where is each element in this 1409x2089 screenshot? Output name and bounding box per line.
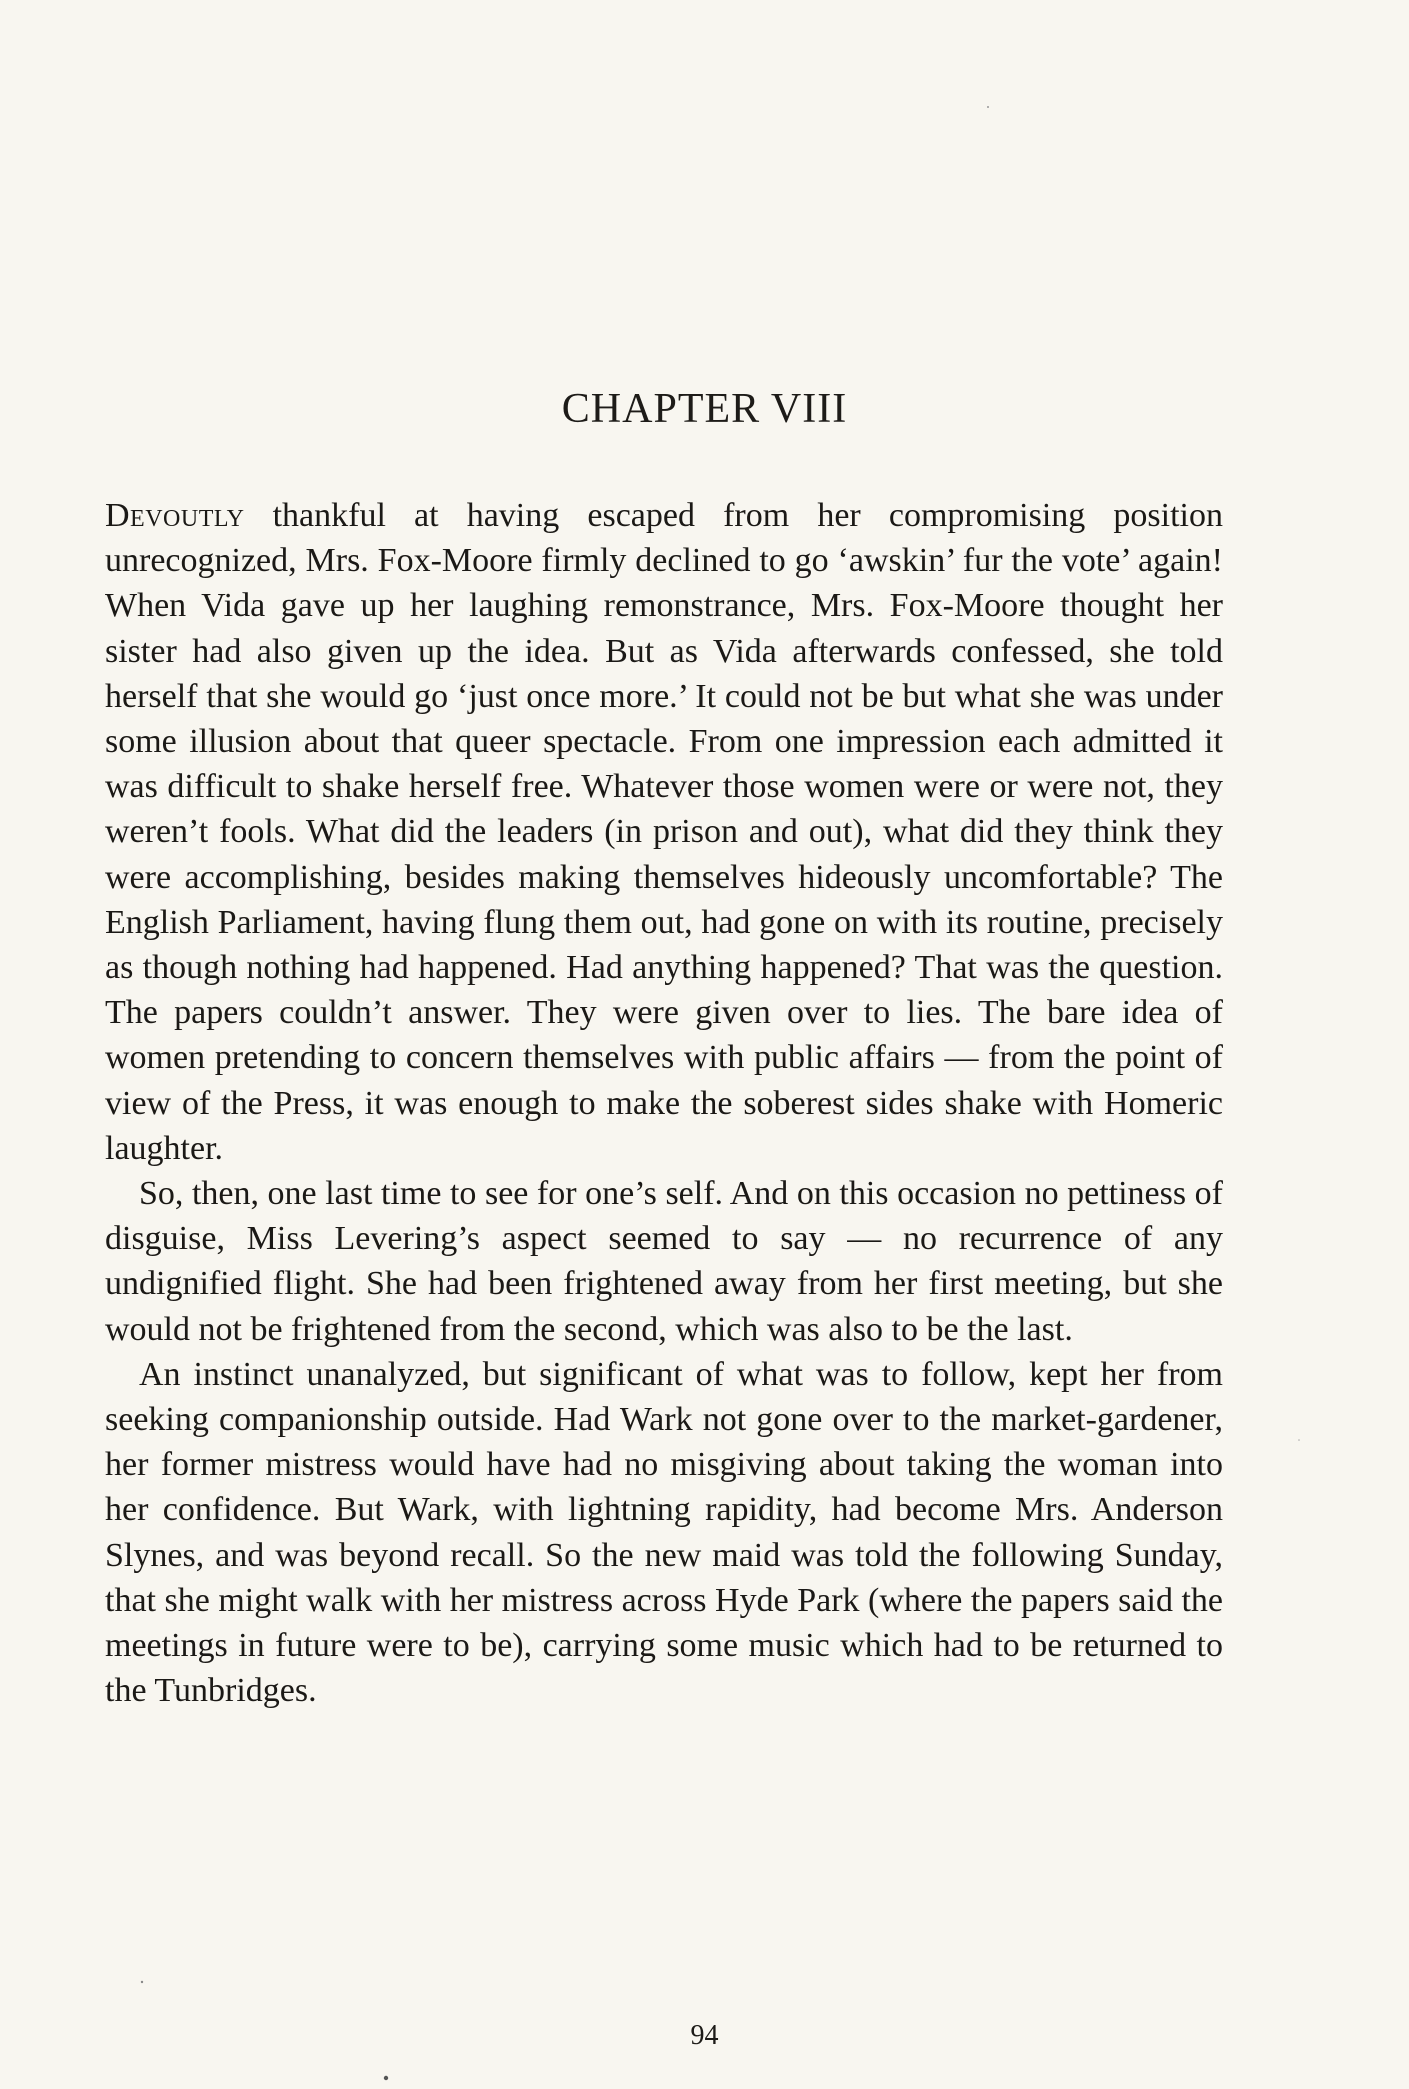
chapter-body: [105, 493, 1223, 1713]
page-number: 94: [690, 2020, 719, 2051]
paper-speck: [987, 106, 989, 108]
chapter-title: CHAPTER VIII: [561, 386, 848, 432]
paper-speck: [1298, 1439, 1300, 1441]
paper-speck: [384, 2076, 388, 2080]
paragraph-3: An instinct unanalyzed, but significant of what was to follow, kept her from seeking companionship outside. Had Wark not gone over to the market-gardener, her former mistress would have had no misgiving about taking the woman into her confidence. But Wark, with lightning rapidity, had become Mrs. Anderson Slynes, and was beyond recall. So the new maid was told the following Sunday, that she might walk with her mistress across Hyde Park (where the papers said the meetings in future were to be), carrying some music which had to be returned to the Tunbridges.: [105, 1355, 1223, 1710]
paper-speck: [141, 1981, 143, 1983]
paragraph-1-text: thankful at having escaped from her compromising position unrecognized, Mrs. Fox-Moore firmly declined to go ‘awskin’ fur the vote’ again! When Vida gave up her laughing remonstrance, Mrs. Fox-Moore thought her sister had also given up the idea. But as Vida afterwards confessed, she told herself that she would go ‘just once more.’ It could not be but what she was under some illusion about that queer spectacle. From one impression each admitted it was difficult to shake herself free. Whatever those women were or were not, they weren’t fools. What did the leaders (in prison and out), what did they think they were accomplishing, besides making themselves hideously uncomfortable? The English Parliament, having flung them out, had gone on with its routine, precisely as though nothing had happened. Had anything happened? That was the question. The papers couldn’t answer. They were given over to lies. The bare idea of women pretending to concern themselves with public affairs — from the point of view of the Press, it was enough to make the soberest sides shake with Homeric laughter.: [105, 497, 1223, 1167]
paragraph-1: [105, 493, 1223, 1171]
paragraph-2: So, then, one last time to see for one’s self. And on this occasion no pettiness of disguise, Miss Levering’s aspect seemed to say — no recurrence of any undignified flight. She had been frightened away from her first meeting, but she would not be frightened from the second, which was also to be the last.: [105, 1175, 1223, 1348]
paragraph-1-lead-word: Devoutly: [105, 497, 245, 534]
